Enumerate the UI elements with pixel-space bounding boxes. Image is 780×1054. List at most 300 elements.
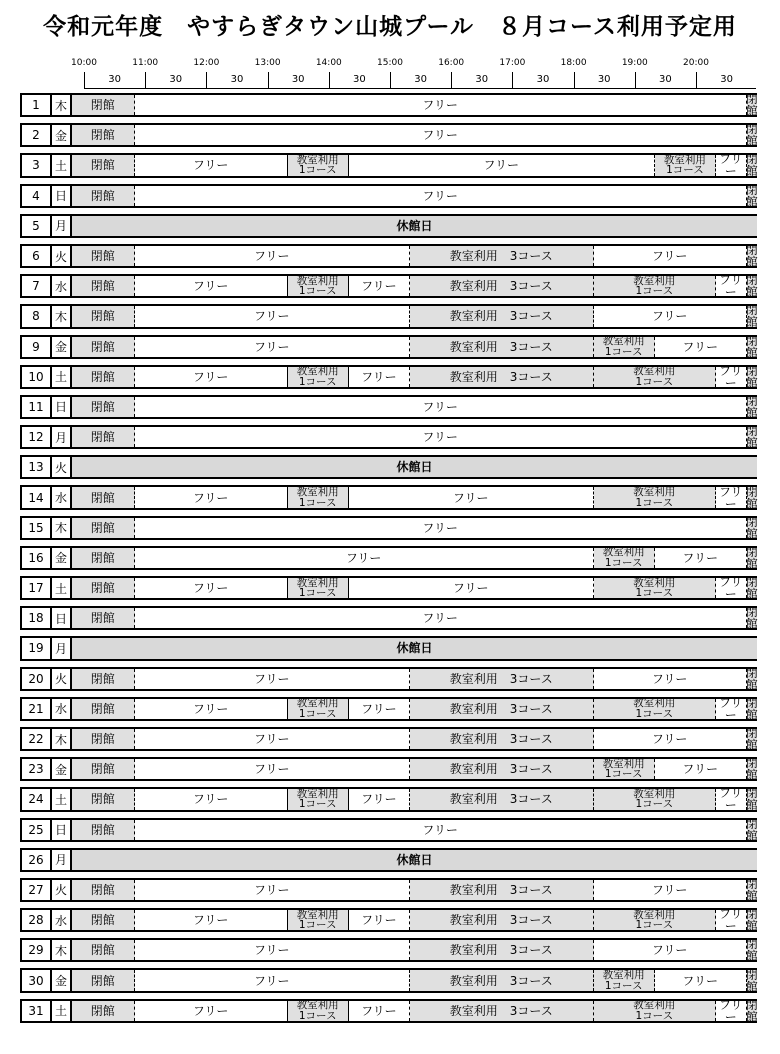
class-3-lanes-cell: 教室利用 3コース [410,729,594,749]
day-row [20,483,757,513]
class-1-lane-cell [288,367,349,387]
day-row [20,906,757,936]
closed-cell: 閉館 [745,907,758,934]
day-of-week: 月 [52,425,72,449]
free-cell: フリー [349,1001,410,1021]
closed-cell: 閉館 [72,759,135,779]
day-of-week: 日 [52,606,72,630]
class-label-line1: 教室利用 [633,999,676,1012]
hour-tick [574,72,575,88]
day-of-week: 水 [52,485,72,509]
free-cell: フリー [594,880,747,900]
day-number: 25 [20,818,52,842]
class-1-lane-cell [594,759,655,779]
class-label-line2: 1コース [635,798,674,811]
day-of-week: 土 [52,999,72,1023]
class-1-lane-cell [594,910,716,930]
day-of-week: 木 [52,93,72,117]
class-label-line1: 教室利用 [296,576,339,589]
class-label-line1: 教室利用 [633,274,676,287]
hour-label: 15:00 [377,58,403,68]
class-label-line1: 教室利用 [296,365,339,378]
time-header [0,58,780,90]
class-label-line1: 教室利用 [633,697,676,710]
hour-tick [206,72,207,88]
free-cell: フリー [135,548,594,568]
day-row [20,966,757,996]
day-of-week: 水 [52,697,72,721]
day-of-week: 日 [52,184,72,208]
day-number: 17 [20,576,52,600]
half-hour-label: 30 [414,74,427,85]
hour-label: 13:00 [254,58,281,68]
day-row [20,272,757,302]
half-hour-label: 30 [597,74,611,85]
free-cell: フリー [135,125,747,145]
day-of-week: 日 [52,818,72,842]
closed-cell: 閉館 [745,695,758,722]
day-row [20,333,757,363]
day-number: 31 [20,999,52,1023]
closed-cell: 閉館 [745,514,758,541]
free-cell: フリー [135,155,288,175]
day-row [20,755,757,785]
day-row [20,121,757,151]
free-cell: フリー [594,940,747,960]
hour-tick [635,72,636,88]
free-cell: フリー [135,276,288,296]
class-label-line2: 1コース [298,798,337,811]
free-cell: フリー [716,789,747,809]
class-1-lane-cell [594,548,655,568]
day-of-week: 火 [52,455,72,479]
day-row [20,936,757,966]
closed-cell: 閉館 [745,997,758,1024]
closed-cell: 閉館 [745,756,758,783]
closed-cell: 閉館 [745,92,758,119]
day-of-week: 水 [52,908,72,932]
closed-cell: 閉館 [745,182,758,209]
class-1-lane-cell [594,1001,716,1021]
free-cell: フリー [594,669,747,689]
class-label-line2: 1コース [604,979,643,992]
class-label-line2: 1コース [298,1009,337,1022]
free-cell: フリー [135,246,410,266]
day-row [20,725,757,755]
class-1-lane-cell [288,487,349,507]
day-number: 1 [20,93,52,117]
closed-cell: 閉館 [745,122,758,149]
class-label-line2: 1コース [604,345,643,358]
hour-label: 12:00 [193,58,220,68]
day-number: 14 [20,485,52,509]
hour-tick [145,72,146,88]
free-cell: フリー [716,155,747,175]
class-label-line2: 1コース [298,587,337,600]
class-label-line2: 1コース [635,919,674,932]
day-number: 28 [20,908,52,932]
day-row [20,363,757,393]
day-row [20,665,757,695]
class-label-line2: 1コース [298,285,337,298]
hour-tick [696,72,697,88]
day-of-week: 水 [52,274,72,298]
free-cell: フリー [349,155,655,175]
class-1-lane-cell [594,970,655,990]
class-label-line1: 教室利用 [633,486,676,499]
class-1-lane-cell [594,337,655,357]
class-label-line2: 1コース [666,164,704,177]
closed-cell: 閉館 [72,367,135,387]
day-row [20,212,757,242]
day-number: 18 [20,606,52,630]
holiday-cell: 休館日 [72,457,757,477]
day-of-week: 金 [52,335,72,359]
day-of-week: 火 [52,244,72,268]
day-of-week: 月 [52,636,72,660]
free-cell: フリー [135,820,747,840]
half-hour-label: 30 [659,74,672,85]
free-cell: フリー [594,729,747,749]
day-row [20,182,757,212]
day-row [20,423,757,453]
closed-cell: 閉館 [745,544,758,571]
class-label-line2: 1コース [298,919,337,932]
closed-cell: 閉館 [72,910,135,930]
hour-tick [268,72,269,88]
closed-cell: 閉館 [72,246,135,266]
class-label-line2: 1コース [604,556,643,569]
free-cell: フリー [349,910,410,930]
day-number: 27 [20,878,52,902]
hour-label: 20:00 [683,58,709,68]
half-hour-label: 30 [353,74,366,85]
hour-tick [451,72,452,88]
day-number: 10 [20,365,52,389]
closed-cell: 閉館 [72,337,135,357]
day-of-week: 金 [52,123,72,147]
day-number: 16 [20,546,52,570]
closed-cell: 閉館 [72,306,135,326]
closed-cell: 閉館 [72,427,135,447]
class-label-line1: 教室利用 [296,787,339,800]
holiday-cell: 休館日 [72,216,757,236]
closed-cell: 閉館 [745,243,758,270]
day-of-week: 金 [52,546,72,570]
closed-cell: 閉館 [745,605,758,632]
hour-label: 14:00 [315,58,342,68]
class-1-lane-cell [594,578,716,598]
day-row [20,695,757,725]
holiday-cell: 休館日 [72,638,757,658]
hour-tick [329,72,330,88]
day-number: 2 [20,123,52,147]
closed-cell: 閉館 [745,152,758,179]
class-3-lanes-cell: 教室利用 3コース [410,910,594,930]
free-cell: フリー [135,367,288,387]
class-3-lanes-cell: 教室利用 3コース [410,337,594,357]
hour-label: 11:00 [132,58,159,68]
class-label-line1: 教室利用 [296,999,339,1012]
closed-cell: 閉館 [72,578,135,598]
closed-cell: 閉館 [72,155,135,175]
class-label-line1: 教室利用 [633,365,676,378]
day-row [20,151,757,181]
day-of-week: 木 [52,304,72,328]
day-row [20,816,757,846]
class-label-line1: 教室利用 [633,576,676,589]
day-row [20,91,757,121]
closed-cell: 閉館 [745,937,758,964]
closed-cell: 閉館 [745,876,758,903]
class-3-lanes-cell: 教室利用 3コース [410,970,594,990]
closed-cell: 閉館 [72,548,135,568]
class-3-lanes-cell: 教室利用 3コース [410,759,594,779]
closed-cell: 閉館 [72,880,135,900]
hour-tick [512,72,513,88]
half-hour-label: 30 [720,74,733,85]
class-3-lanes-cell: 教室利用 3コース [410,367,594,387]
day-number: 11 [20,395,52,419]
class-label-line2: 1コース [635,285,674,298]
day-number: 21 [20,697,52,721]
free-cell: フリー [655,337,747,357]
day-row [20,604,757,634]
day-number: 3 [20,153,52,177]
day-row [20,302,757,332]
class-label-line1: 教室利用 [602,335,645,348]
closed-cell: 閉館 [72,820,135,840]
class-1-lane-cell [655,155,716,175]
closed-cell: 閉館 [745,303,758,330]
class-label-line1: 教室利用 [296,486,339,499]
free-cell: フリー [135,487,288,507]
free-cell: フリー [594,246,747,266]
closed-cell: 閉館 [72,669,135,689]
free-cell: フリー [135,669,410,689]
closed-cell: 閉館 [745,967,758,994]
free-cell: フリー [135,880,410,900]
free-cell: フリー [135,95,747,115]
hour-label: 17:00 [499,58,526,68]
free-cell: フリー [655,759,747,779]
day-number: 5 [20,214,52,238]
class-3-lanes-cell: 教室利用 3コース [410,306,594,326]
closed-cell: 閉館 [745,816,758,843]
closed-cell: 閉館 [72,940,135,960]
free-cell: フリー [716,910,747,930]
day-row [20,876,757,906]
closed-cell: 閉館 [72,970,135,990]
class-1-lane-cell [288,578,349,598]
closed-cell: 閉館 [72,125,135,145]
free-cell: フリー [716,699,747,719]
class-label-line1: 教室利用 [602,969,645,982]
closed-cell: 閉館 [745,333,758,360]
class-1-lane-cell [288,789,349,809]
free-cell: フリー [594,306,747,326]
day-number: 19 [20,636,52,660]
class-label-line1: 教室利用 [602,757,645,770]
day-of-week: 月 [52,214,72,238]
day-of-week: 月 [52,848,72,872]
day-of-week: 土 [52,787,72,811]
closed-cell: 閉館 [745,393,758,420]
closed-cell: 閉館 [745,273,758,300]
closed-cell: 閉館 [72,518,135,538]
day-row [20,393,757,423]
class-label-line2: 1コース [298,707,337,720]
class-label-line1: 教室利用 [663,153,706,166]
day-number: 4 [20,184,52,208]
day-row [20,514,757,544]
class-3-lanes-cell: 教室利用 3コース [410,880,594,900]
free-cell: フリー [135,337,410,357]
hour-label: 19:00 [621,58,648,68]
closed-cell: 閉館 [745,575,758,602]
day-number: 26 [20,848,52,872]
closed-cell: 閉館 [745,786,758,813]
page-title: 令和元年度 やすらぎタウン山城プール ８月コース利用予定用 [43,14,737,40]
class-label-line1: 教室利用 [296,153,339,166]
hour-label: 16:00 [438,58,465,68]
free-cell: フリー [349,367,410,387]
closed-cell: 閉館 [72,1001,135,1021]
half-hour-label: 30 [108,74,121,85]
day-of-week: 火 [52,667,72,691]
class-3-lanes-cell: 教室利用 3コース [410,789,594,809]
half-hour-label: 30 [475,74,489,85]
day-row [20,574,757,604]
free-cell: フリー [135,578,288,598]
closed-cell: 閉館 [72,789,135,809]
holiday-cell: 休館日 [72,850,757,870]
half-hour-label: 30 [291,74,305,85]
day-number: 12 [20,425,52,449]
class-label-line2: 1コース [635,707,674,720]
day-row [20,242,757,272]
free-cell: フリー [135,397,747,417]
day-of-week: 土 [52,576,72,600]
class-3-lanes-cell: 教室利用 3コース [410,276,594,296]
hour-tick [84,72,85,88]
day-row [20,544,757,574]
class-label-line1: 教室利用 [296,697,339,710]
day-of-week: 土 [52,153,72,177]
class-3-lanes-cell: 教室利用 3コース [410,246,594,266]
free-cell: フリー [135,306,410,326]
day-number: 7 [20,274,52,298]
hour-tick [390,72,391,88]
day-of-week: 木 [52,727,72,751]
closed-cell: 閉館 [72,397,135,417]
day-row [20,997,757,1027]
class-1-lane-cell [288,1001,349,1021]
class-1-lane-cell [288,910,349,930]
free-cell: フリー [135,940,410,960]
hour-label: 10:00 [71,58,97,68]
class-label-line1: 教室利用 [602,546,645,559]
closed-cell: 閉館 [72,276,135,296]
closed-cell: 閉館 [745,665,758,692]
closed-cell: 閉館 [72,608,135,628]
free-cell: フリー [349,487,594,507]
free-cell: フリー [349,276,410,296]
day-number: 6 [20,244,52,268]
day-row [20,846,757,876]
free-cell: フリー [716,1001,747,1021]
day-of-week: 金 [52,757,72,781]
closed-cell: 閉館 [72,487,135,507]
hour-label: 18:00 [560,58,587,68]
half-hour-label: 30 [230,74,244,85]
free-cell: フリー [349,699,410,719]
class-1-lane-cell [288,276,349,296]
day-of-week: 木 [52,938,72,962]
day-of-week: 火 [52,878,72,902]
free-cell: フリー [349,578,594,598]
class-3-lanes-cell: 教室利用 3コース [410,940,594,960]
free-cell: フリー [135,186,747,206]
free-cell: フリー [655,548,747,568]
closed-cell: 閉館 [72,95,135,115]
closed-cell: 閉館 [745,363,758,390]
day-number: 23 [20,757,52,781]
day-number: 20 [20,667,52,691]
class-label-line2: 1コース [298,496,337,509]
day-of-week: 日 [52,395,72,419]
free-cell: フリー [135,970,410,990]
day-of-week: 土 [52,365,72,389]
free-cell: フリー [716,276,747,296]
closed-cell: 閉館 [72,699,135,719]
closed-cell: 閉館 [745,484,758,511]
closed-cell: 閉館 [72,186,135,206]
free-cell: フリー [135,427,747,447]
free-cell: フリー [135,518,747,538]
class-label-line2: 1コース [635,375,674,388]
class-1-lane-cell [594,699,716,719]
day-number: 13 [20,455,52,479]
class-3-lanes-cell: 教室利用 3コース [410,1001,594,1021]
free-cell: フリー [135,1001,288,1021]
free-cell: フリー [135,789,288,809]
day-number: 22 [20,727,52,751]
half-hour-label: 30 [536,74,550,85]
class-3-lanes-cell: 教室利用 3コース [410,699,594,719]
day-number: 24 [20,787,52,811]
class-label-line1: 教室利用 [296,908,339,921]
free-cell: フリー [135,759,410,779]
class-label-line2: 1コース [604,768,643,781]
day-number: 15 [20,516,52,540]
closed-cell: 閉館 [72,729,135,749]
header-baseline [84,88,756,89]
class-1-lane-cell [288,699,349,719]
class-label-line2: 1コース [635,1009,674,1022]
free-cell: フリー [135,910,288,930]
class-label-line2: 1コース [298,375,337,388]
free-cell: フリー [716,578,747,598]
class-1-lane-cell [594,487,716,507]
day-of-week: 金 [52,968,72,992]
class-label-line2: 1コース [635,587,674,600]
class-label-line2: 1コース [298,164,337,177]
class-1-lane-cell [594,789,716,809]
class-label-line1: 教室利用 [633,908,676,921]
day-row [20,634,757,664]
free-cell: フリー [135,699,288,719]
